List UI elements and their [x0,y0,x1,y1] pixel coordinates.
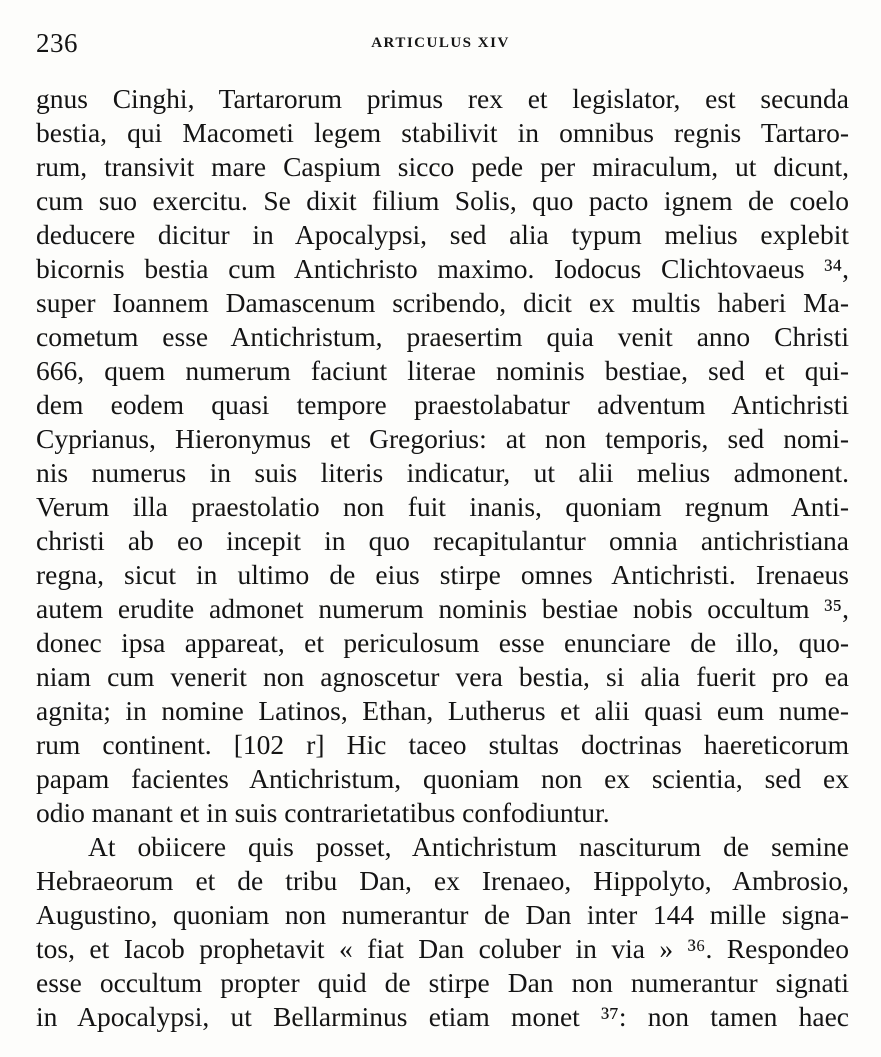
text-line: esse occultum propter quid de stirpe Dan non numerantur signati [36,967,849,998]
running-head: ARTICULUS XIV [371,35,510,51]
text-line: tos, et Iacob prophetavit « fiat Dan coluber in via » ³⁶. Respondeo [36,933,849,964]
page-header [36,28,845,68]
text-line: donec ipsa appareat, et periculosum esse enunciare de illo, quo- [36,627,849,658]
body-text [36,82,849,1034]
text-line: in Apocalypsi, ut Bellarminus etiam monet ³⁷: non tamen haec [36,1001,849,1032]
page-number: 236 [36,28,78,58]
text-line: gnus Cinghi, Tartarorum primus rex et legislator, est secunda [36,83,849,114]
text-line: At obiicere quis posset, Antichristum nasciturum de semine [88,831,849,862]
text-line: 666, quem numerum faciunt literae nominis bestiae, sed et qui- [36,355,849,386]
text-line: regna, sicut in ultimo de eius stirpe omnes Antichristi. Irenaeus [36,559,849,590]
text-line: christi ab eo incepit in quo recapitulantur omnia antichristiana [36,525,849,556]
text-line: odio manant et in suis contrarietatibus confodiuntur. [36,797,610,828]
text-line: Verum illa praestolatio non fuit inanis, quoniam regnum Anti- [36,491,849,522]
text-line: super Ioannem Damascenum scribendo, dicit ex multis haberi Ma- [36,287,849,318]
text-line: bestia, qui Macometi legem stabilivit in omnibus regnis Tartaro- [36,117,849,148]
text-line: dem eodem quasi tempore praestolabatur adventum Antichristi [36,389,849,420]
text-line: agnita; in nomine Latinos, Ethan, Lutherus et alii quasi eum nume- [36,695,849,726]
text-line: nis numerus in suis literis indicatur, ut alii melius admonent. [36,457,849,488]
text-line: autem erudite admonet numerum nominis bestiae nobis occultum ³⁵, [36,593,849,624]
text-line: rum, transivit mare Caspium sicco pede per miraculum, ut dicunt, [36,151,849,182]
text-line: Cyprianus, Hieronymus et Gregorius: at non temporis, sed nomi- [36,423,849,454]
text-line: papam facientes Antichristum, quoniam non ex scientia, sed ex [36,763,849,794]
text-line: niam cum venerit non agnoscetur vera bestia, si alia fuerit pro ea [36,661,849,692]
text-line: cum suo exercitu. Se dixit filium Solis, quo pacto ignem de coelo [36,185,849,216]
text-line: Augustino, quoniam non numerantur de Dan inter 144 mille signa- [36,899,849,930]
paragraph-1 [36,82,849,830]
text-line: deducere dicitur in Apocalypsi, sed alia typum melius explebit [36,219,849,250]
text-line: cometum esse Antichristum, praesertim quia venit anno Christi [36,321,849,352]
text-line: bicornis bestia cum Antichristo maximo. Iodocus Clichtovaeus ³⁴, [36,253,849,284]
text-line: rum continent. [102 r] Hic taceo stultas doctrinas haereticorum [36,729,849,760]
paragraph-2 [36,830,849,1034]
text-line: Hebraeorum et de tribu Dan, ex Irenaeo, Hippolyto, Ambrosio, [36,865,849,896]
